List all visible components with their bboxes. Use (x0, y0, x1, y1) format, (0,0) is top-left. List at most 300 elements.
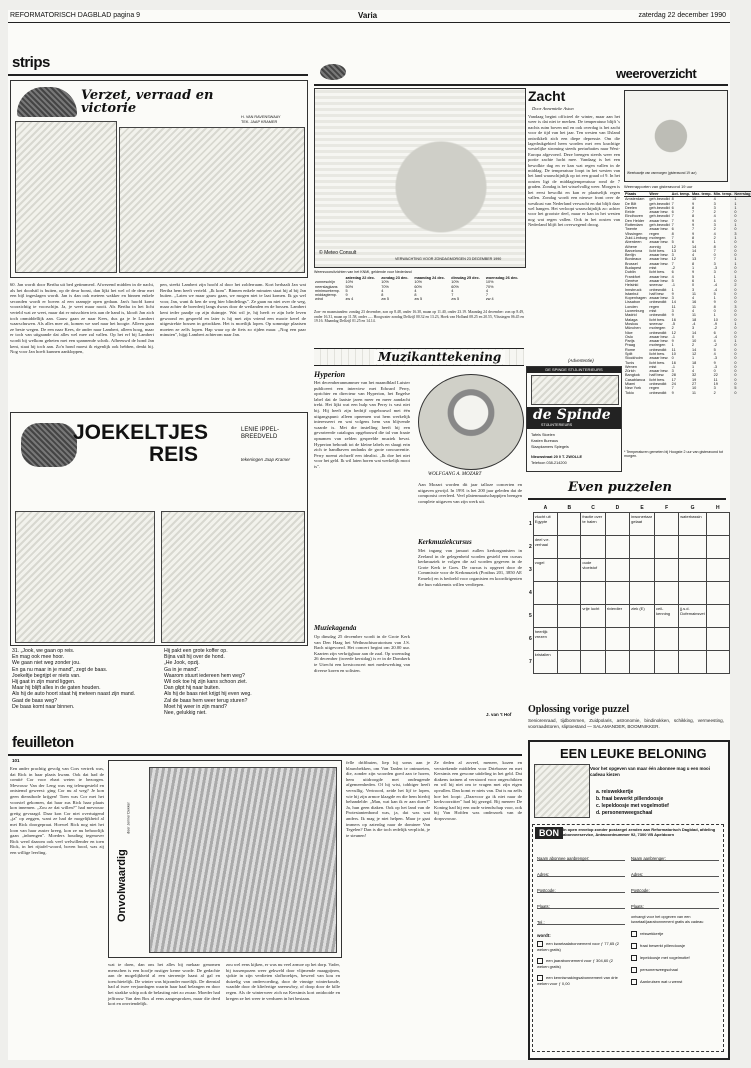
table-cell: 0 (734, 351, 737, 356)
puzzle-clue-cell[interactable]: ceil-kenning (655, 605, 679, 628)
puzzle-col-label: E (640, 505, 644, 511)
table-cell: Casablanca (625, 377, 646, 382)
inset-caption: Weerkaartje van vanmorgen (gisteravond 19 uur) (627, 171, 697, 175)
table-cell: 3 (671, 296, 674, 301)
comic-panel-1 (15, 121, 117, 273)
feuilleton-col-4: felle driftbuien, liep hij soms aan je blauwbekken, om Van Tanlen te ontmoeten, die, zonder zijn woorden goed aan te horen, hem uitdroogde met ondeugende afgemeenheden. Of hij wist, tobbiger heeft vervullig. Vertroord, zeide het lijf te lopen, wie hij zijn armoe klaagde en die hem hierbij behandelde: „Man, wat kan ik er aan doen?" Ja, hun geen diaken. Ook op het land van de Protestantenbond was, ja, dat was wat anders. Ik mag je niet helpen. Maar je gaat immers op zaterdag naar de dominee Van Tegelen? Dan is die toch redelijk verplicht, je te steunen! (346, 760, 430, 838)
table-cell: 0 (734, 334, 737, 339)
table-cell: 0 (734, 218, 737, 223)
table-cell: 10 (692, 197, 697, 202)
table-cell: 4 (713, 351, 716, 356)
checkbox[interactable] (631, 943, 637, 949)
puzzle-cell[interactable] (558, 605, 581, 628)
joke-poem-right: Hij pakt een grote koffer op. Bijna valt hij over de hond. „He Jook, opzij. Ga in je mand". Waarom stuurt iedereen hem weg? Wil ook toe hij zijn kans schoon ziet. Dan glipt hij naar buiten. Als hij de baas niet krijgt hij even weg. Zal de baas hem weer terug sturen? Moet hij weer in zijn mand? Nee, gelukkig niet. (164, 648, 252, 717)
puzzle-cell[interactable] (706, 628, 729, 651)
puzzle-row-label: 5 (529, 613, 532, 619)
table-cell: Tunis (625, 360, 635, 365)
puzzle-cell[interactable] (630, 651, 655, 674)
table-cell: 12 (671, 330, 676, 335)
table-cell: 14 (692, 244, 697, 249)
table-cell: 0 (734, 330, 737, 335)
music-head-2: Muziekagenda (314, 624, 357, 632)
table-cell: 6 (671, 205, 674, 210)
table-cell: licht bew. (649, 377, 665, 382)
form-field (631, 895, 719, 909)
table-cell: 0 (734, 227, 737, 232)
table-cell: De Bilt (625, 201, 637, 206)
bon-options-left (537, 941, 625, 992)
table-header: Weer (648, 192, 670, 197)
table-cell: mist (649, 266, 657, 271)
checkbox[interactable] (631, 967, 637, 973)
puzzle-clue-cell[interactable]: inwonertaar gelaat (630, 513, 655, 536)
table-cell: 3 (671, 309, 674, 314)
puzzle-cell[interactable] (605, 536, 629, 559)
table-cell: 3 (734, 304, 737, 309)
puzzle-clue-cell[interactable]: vogel (533, 559, 557, 582)
table-cell: New York (625, 386, 642, 391)
puzzle-col-label: B (567, 505, 572, 511)
table-header: Max. temp. (692, 192, 712, 196)
table-cell: 7 (671, 386, 674, 391)
puzzle-col-label: A (543, 505, 548, 511)
table-cell: 9 (671, 339, 674, 344)
puzzle-cell[interactable] (581, 651, 605, 674)
form-option[interactable] (631, 979, 719, 985)
puzzle-cell[interactable] (558, 651, 581, 674)
gift-item: b. fraai bewerkt pillendoosje (596, 796, 664, 802)
table-cell: 0 (734, 317, 737, 322)
puzzle-cell[interactable] (630, 628, 655, 651)
forecast-value: 10% (414, 280, 422, 285)
forecast-day: zaterdag 22 dec. (345, 276, 376, 280)
table-cell: 6 (671, 270, 674, 275)
table-cell: geh.bewolkt (649, 223, 670, 228)
table-cell: onbewolkt (649, 390, 667, 395)
strip-story-right: pen, steekt Lambert zijn hoofd al door het zolderraam. Kort herhaalt Jan wat Bertha hem heeft verteld. „Ik kom". Binnen enkele minuten staat hij al bij Jan buiten. „Laten we maar gauw gaan, we mogen niet te laat komen. Ik ga wel voor, Jan, want ik ken de weg hier blindelings". Ze gaan nu niet over de weg, maar achter de boerderij langs dwars door de weilanden en de bossen. Lambert kent ieder paadje op zijn duimpje. Wat wil je, hij heeft er zijn hele leven gewoond en gespeeld en later is hij met zijn vriend een mooie kerel de uitgestrekte bossen in getrokken. Het is moeilijk lopen. Op sommige plaatsen moeten ze zelfs lopen. Hap waar op de fiets zo rijden maar. „Nog een paar minuten", hijgt Lambert achterom naar Jan. (160, 282, 306, 338)
bon-right-fields (631, 847, 719, 911)
table-cell: 0 (734, 326, 737, 331)
table-cell: 0 (734, 356, 737, 361)
table-cell: 18 (692, 317, 697, 322)
puzzle-cell[interactable] (679, 582, 706, 605)
table-cell: Eindhoven (625, 214, 643, 219)
joke-title-1: JOEKELTJES (73, 421, 208, 444)
puzzle-cell[interactable] (655, 513, 679, 536)
table-cell: 10 (692, 386, 697, 391)
puzzle-cell[interactable] (679, 559, 706, 582)
table-cell: 7 (671, 214, 674, 219)
forecast-label: minimumtemp. (315, 288, 340, 293)
table-cell: 1 (734, 339, 737, 344)
forecast-value: 10% (381, 280, 389, 285)
music-head-3: Kerkmuziekcursus (418, 538, 472, 546)
joke-poem-left: 31. „Jook, we gaan op reis. En mag ook mee hoor. We gaan niet weg zonder jou. En ga nu maar in je mand", zegt de baas. Joekeltje begrijpt er niets van. Hij gaat in zijn mand liggen. Maar hij blijft alles in de gaten houden. Als hij de auto hoort staat hij meteen naast zijn mand. Gaat de baas weg? De baas komt naar binnen. (12, 648, 136, 710)
puzzle-cell[interactable] (581, 582, 605, 605)
checkbox[interactable] (631, 979, 637, 985)
table-cell: half bew. (649, 291, 665, 296)
table-cell: Luxemburg (625, 309, 644, 314)
table-cell: 0 (734, 369, 737, 374)
table-cell: Dublin (625, 270, 636, 275)
table-cell: 5 (713, 347, 716, 352)
table-cell: 3 (671, 369, 674, 374)
table-header: Plaats (624, 192, 648, 197)
table-cell: 9 (713, 360, 716, 365)
weather-headline: Zacht (528, 88, 566, 104)
puzzle-cell[interactable] (706, 513, 729, 536)
forecast-value: zw 5 (451, 297, 460, 302)
form-field (631, 847, 719, 861)
table-cell: 7 (671, 201, 674, 206)
forecast-value: zw 4 (485, 297, 494, 302)
forecast-value: 4 (451, 288, 454, 293)
table-cell: mist (649, 309, 657, 314)
table-cell: 8 (671, 197, 674, 202)
strip-story-left: 60. Jan wordt door Bertha uit bed getimmerd. Afwezend midden in de nacht, als het doodstil is buiten, op de deur bonst, dan lijkt het wel of de deur met een bijl ingeslagen wordt. Jan is dan ook meteen wakker en binnen enkele seconden wordt er boven al een raampje open gedaan. Jan's hoofd komt voorzichtig te voorschijn. Ja, je weet maar nooit. Als Bertha in het licht verteld wat ze weet, maar dat er misschien iets aan de hand is, klooft Jan zich toch onmiddellijk aan. Gauw gaan ze naar Kees, dus ga je le Lambert waarschuwen. Als alles mee zit, komen we snel naar het hoogte. Alleen gaan ze beste wegen. De een naar Kees, de ander naar Lambert, alleen hoog, maar er toch van uitgaande dat alles wel mee zal vallen. Op het erf bij Lambert wordt bij welkom geheten met een spannende schrik. Afheeuwd de hond Jan kent, staat hij toch aan. Zo'n hond moest ik eigenlijk ook hebben, denkt hij. Nog voor Jan hoeft kunnen aankloppen, (10, 282, 154, 355)
table-cell: 7 (671, 223, 674, 228)
forecast-day: maandag 24 dec. (414, 276, 445, 280)
table-cell: 11 (671, 304, 676, 309)
puzzle-cell[interactable] (679, 628, 706, 651)
spinde-bullet: Kasten Bureaus (531, 439, 559, 443)
puzzle-clue-cell[interactable]: vrije lucht (581, 605, 605, 628)
table-cell: 1 (734, 261, 737, 266)
puzzle-cell[interactable] (605, 651, 629, 674)
puzzle-row-label: 2 (529, 544, 532, 550)
table-cell: -3 (713, 266, 718, 271)
table-cell: Den Helder (625, 218, 645, 223)
table-cell: 8 (692, 235, 695, 240)
table-cell: 1 (692, 364, 695, 369)
table-cell: 0 (734, 244, 737, 249)
table-cell: 3 (692, 326, 695, 331)
mozart-caption: WOLFGANG A. MOZART (428, 472, 482, 477)
table-cell: licht bew. (649, 317, 665, 322)
table-cell: 0 (734, 390, 737, 395)
puzzle-cell[interactable] (655, 628, 679, 651)
puzzle-clue-cell[interactable]: waterbassin (679, 513, 706, 536)
mozart-portrait (418, 374, 524, 470)
spinde-ad-tag: (Advertentie) (568, 358, 594, 363)
comic-title: Verzet, verraad en victorie (81, 88, 214, 116)
table-cell: onbewolkt (649, 313, 667, 318)
table-cell: 16 (671, 360, 676, 365)
table-cell: 10 (671, 351, 676, 356)
table-cell: Zürich (625, 369, 636, 374)
table-cell: Barcelona (625, 248, 643, 253)
forecast-day: dinsdag 25 dec. (451, 276, 480, 280)
checkbox[interactable] (631, 955, 637, 961)
puzzle-cell[interactable] (655, 651, 679, 674)
puzzle-cell[interactable] (558, 536, 581, 559)
puzzle-cell[interactable] (605, 559, 629, 582)
form-option[interactable] (631, 955, 719, 961)
table-cell: 5 (692, 274, 695, 279)
puzzle-cell[interactable] (558, 582, 581, 605)
table-cell: onbewolkt (649, 330, 667, 335)
table-cell: -3 (713, 364, 718, 369)
strips-heading: strips (12, 54, 50, 71)
table-cell: 9 (713, 300, 716, 305)
table-cell: -2 (713, 343, 718, 348)
table-cell: sneeuw (649, 283, 663, 288)
puzzle-cell[interactable] (655, 582, 679, 605)
table-cell: 4 (713, 339, 716, 344)
table-cell: 14 (671, 300, 676, 305)
form-option[interactable] (537, 958, 625, 969)
table-cell: 7 (671, 261, 674, 266)
table-cell: -1 (671, 334, 676, 339)
puzzle-cell[interactable] (605, 513, 629, 536)
forecast-value: 4 (381, 288, 384, 293)
table-cell: Berlijn (625, 253, 636, 258)
table-cell: Brussel (625, 261, 638, 266)
table-cell: 28 (671, 373, 676, 378)
puzzle-cell[interactable] (679, 536, 706, 559)
table-cell: geh.bewolkt (649, 197, 670, 202)
strips-rule (8, 74, 308, 76)
puzzle-cell[interactable] (558, 559, 581, 582)
table-cell: 0 (713, 253, 716, 258)
table-cell: Budapest (625, 266, 642, 271)
table-cell: regen (649, 386, 660, 391)
table-cell: 1 (734, 235, 737, 240)
puzzle-clue-cell[interactable]: heerlijk vrezen (533, 628, 557, 651)
puzzle-cell[interactable] (630, 536, 655, 559)
table-cell: Kopenhagen (625, 296, 647, 301)
table-cell: Aberdeen (625, 240, 642, 245)
table-cell: Vlissingen (625, 231, 643, 236)
table-cell: geh.bewolkt (649, 201, 670, 206)
table-cell: licht bew. (649, 351, 665, 356)
feuilleton-title: Onvolwaardig (116, 849, 128, 922)
table-cell: onbewolkt (649, 347, 667, 352)
table-cell: -5 (671, 321, 676, 326)
puzzle-cell[interactable] (581, 536, 605, 559)
table-cell: -4 (713, 287, 718, 292)
sun-icon (320, 64, 346, 80)
comic-panel-2 (119, 127, 305, 273)
table-cell: 0 (692, 283, 695, 288)
puzzle-grid (528, 504, 730, 674)
puzzle-cell[interactable] (605, 582, 629, 605)
table-cell: 0 (734, 296, 737, 301)
puzzle-cell[interactable] (533, 582, 557, 605)
table-cell: 6 (671, 227, 674, 232)
form-option[interactable] (631, 943, 719, 949)
joke-author: LENIE IPPEL-BREEDVELD (241, 427, 280, 440)
table-cell: 14 (692, 347, 697, 352)
table-cell: half bew. (649, 373, 665, 378)
puzzle-cell[interactable] (706, 536, 729, 559)
puzzle-row-label: 6 (529, 636, 532, 642)
table-cell: 0 (734, 360, 737, 365)
table-cell: 6 (692, 240, 695, 245)
puzzle-clue-cell[interactable]: jj.s.d. Dofemainsvet (679, 605, 706, 628)
form-option[interactable] (631, 967, 719, 973)
forecast-value: 4 (485, 288, 488, 293)
gift-item: c. lepeldoosje met vogelmotief (596, 803, 669, 809)
feuilleton-col-5: Ze deden al zoveel, meneer, kozen en verstrekende middelen voor Drieboeze en met Kerstmis een gewone uitdeling in het geld. Dat diakens trainen al verstoord voor ongeschikten en wil hij niet om te vragen met zijn eigen opvallen. Dan komt er niets van. Dat is nu zelfs hoe het loopt: „Daarvoor ga ik niet naar de kerkvoorzitter" had hij gezegd. Bij meneer De Koning had hij een oude vriendschap voor, ook bij Van Hofden was onderzoek van de dorpsvrouw. (434, 760, 522, 821)
weather-body: Vandaag begint officieel de winter, maar aan het weer is dat niet te merken. De temperatuur blijft 's nachts ruim boven nul en ook overdag is het zacht voor de tijd van het jaar. Ten westen van IJsland ontwikkelt zich een diepe depressie. Om die lagedrukgebied heen worden met een krachtige westelijke stroming steeds perturbaties naar West-Europa afgevoerd. Deze brengen steeds weer een portie zachte lucht mee. Vandaag is het een bewolkte dag en er kan wat regen vallen in de middag. De temperatuur loopt in het westen van het land waarschijnlijk op tot een graad of 9. In het oosten ligt de middagtemperatuur rond de 7 graden. Zondag is het wisselvallig weer. Morgen is het eerst bewolkt en kan er plaatselijk regen vallen. Zondag wordt een nieuwe front over de westkust van Nederland verwacht en dat blijft daar wel hangen. Het verloopt waarschijnlijk zo: achter voor het grootste deel, maar er kan in het westen nog wat regen vallen. Ook in het oosten van Nederland blijft het overwegend droog. (528, 114, 620, 228)
table-cell: -1 (671, 364, 676, 369)
table-cell: motregen (649, 235, 666, 240)
table-cell: 0 (734, 309, 737, 314)
table-cell: 14 (692, 330, 697, 335)
feuilleton-col-1: Een ander prachtig gevolg van Cors vertrek was, dat Rick in haar plaats kwam. Ook dat had de comité Cor voor ebart weten te bezorgen. Mevrouw Van der Leng was erg teleurgesteld en ontstemd geweest: ging Cor nu al weg? Je kon geen dienstbode krijgen! Toen was Cor met het voorstel gekomen, dat haar zus Rick haar plaats kon innemen. „Zou ze dat willen?" had mevrouw gretig gevraagd. Daar kon Cor niet overtuigend „ja" op zeggen, want ze had de mogelijkheid al met Rick doorgepraat. Hoewel Rick nog niet het loon van haar zuster kreeg, kon ze nu behoorlijk gaan „inbrengen". Moeders houding tegenover Rick werd daarom ook veel welwillender en toen Rick, in het rijtafel-woord, boven bood, was zij een willige leerling. (10, 766, 104, 855)
table-cell: 1 (734, 257, 737, 262)
form-option[interactable] (631, 931, 719, 937)
table-cell: 3 (713, 205, 716, 210)
table-cell: 18 (692, 360, 697, 365)
table-cell: zwaar bew. (649, 218, 669, 223)
table-cell: 9 (692, 218, 695, 223)
table-cell: Oslo (625, 334, 633, 339)
puzzle-cell[interactable] (630, 559, 655, 582)
gift-item: a. reiswekkertje (596, 789, 634, 795)
form-field-label: Adres: (537, 872, 550, 877)
table-cell: 11 (713, 377, 718, 382)
table-cell: 7 (671, 218, 674, 223)
puzzle-cell[interactable] (533, 605, 557, 628)
table-cell: 3 (734, 231, 737, 236)
table-cell: 4 (692, 296, 695, 301)
table-cell: regen (649, 304, 660, 309)
puzzle-clue-cell[interactable]: rivierdier (605, 605, 629, 628)
table-cell: 2 (713, 235, 716, 240)
form-option[interactable] (537, 975, 625, 986)
forecast-value: 10% (485, 280, 494, 285)
table-cell: 24 (671, 382, 676, 387)
puzzle-col-label: G (690, 505, 695, 511)
option-label: fraai bewerkt pillendoosje (640, 943, 686, 949)
puzzle-cell[interactable] (706, 651, 729, 674)
table-cell: 11 (692, 291, 696, 296)
puzzle-cell[interactable] (679, 651, 706, 674)
form-field (631, 879, 719, 893)
table-cell: 1 (671, 343, 674, 348)
form-field-label: Naam aanbrenger: (631, 856, 666, 861)
table-cell: Nice (625, 330, 633, 335)
puzzle-clue-cell[interactable]: ziek (E) (630, 605, 655, 628)
puzzle-clue-cell[interactable]: kristalien (533, 651, 557, 674)
table-cell: -3 (713, 356, 718, 361)
table-cell: Rome (625, 347, 636, 352)
table-cell: 1 (734, 321, 737, 326)
table-cell: Wenen (625, 364, 637, 369)
table-cell: Deelen (625, 205, 638, 210)
comic-joekeltjes (10, 412, 308, 646)
table-cell: Zuid-Limburg (625, 235, 648, 240)
forecast-label: wind (315, 297, 323, 302)
form-option[interactable] (537, 941, 625, 952)
music-body-3: Aan Mozart worden dit jaar talloze concerten en uitgaven gewijd. In 1991 is het 200 jaar geleden dat de componist overleed. Veel platenmaatschappijen brengen complete uitgaven van zijn werk uit. (418, 482, 522, 504)
form-field (537, 847, 625, 861)
spinde-ad (526, 366, 622, 472)
gift-item: d. personenweegschaal (596, 810, 653, 816)
table-cell: 9 (692, 231, 695, 236)
table-cell: 6 (671, 210, 674, 215)
table-cell: 1 (713, 313, 716, 318)
puzzle-clue-cell[interactable]: deel v.e. verhaal (533, 536, 557, 559)
table-cell: Istanbul (625, 291, 639, 296)
forecast-value: 7 (485, 293, 488, 298)
forecast-value: 8 (414, 293, 417, 298)
forecast-label: middagtemp. (315, 293, 337, 298)
table-cell: -1 (671, 283, 676, 288)
gifts-photo (534, 764, 590, 818)
bon-left-fields (537, 847, 625, 927)
table-cell: 10 (692, 339, 697, 344)
puzzle-cell[interactable] (630, 582, 655, 605)
puzzle-cell[interactable] (558, 513, 581, 536)
puzzle-cell[interactable] (558, 628, 581, 651)
checkbox[interactable] (631, 931, 637, 937)
joke-panel-1 (15, 511, 155, 643)
table-cell: 0 (734, 291, 737, 296)
forecast-row (314, 297, 524, 301)
table-cell: 3 (671, 253, 674, 258)
table-cell: 6 (713, 330, 716, 335)
table-cell: zonnig (649, 244, 661, 249)
bon-label: BON (535, 827, 563, 839)
table-cell: 1 (671, 287, 674, 292)
puzzle-cell[interactable] (655, 536, 679, 559)
puzzle-col-label: H (716, 505, 720, 511)
table-cell: Genève (625, 278, 639, 283)
puzzle-cell[interactable] (706, 559, 729, 582)
table-cell: regen (649, 231, 660, 236)
spinde-address: Nieuwstraat 20 0 T. ZWOLLE (531, 455, 583, 459)
form-field-label: Postcode: (631, 888, 650, 893)
table-header: Act. temp. (671, 192, 690, 196)
puzzle-cell[interactable] (581, 628, 605, 651)
table-cell: 2 (713, 210, 716, 215)
table-cell: 8 (692, 261, 695, 266)
puzzle-clue-cell[interactable]: fractie over te halen (581, 513, 605, 536)
sun-moon-info: Zon- en maanstanden: zondag 23 december, zon op 8.48, onder 16.30, maan op 11.40, onder 23.19. Maandag 24 december: zon op 8.49, onder 16.31, maan op 11.58, onder —. Hoogwater zondag Delfzijl 00.32 en 13.23, Hoek van Holland 08.25 en 20.55, Vlissingen 06.45 en 19.16. Maandag Delfzijl 01.25 en 14.14. (314, 310, 524, 324)
form-field (537, 895, 625, 909)
table-cell: Bangkok (625, 373, 640, 378)
form-field-label: Postcode: (537, 888, 556, 893)
forecast-label: zonneschijn (315, 280, 336, 285)
puzzle-cell[interactable] (655, 559, 679, 582)
table-cell: 8 (713, 244, 716, 249)
puzzle-clue-cell[interactable]: vlucht uit Egypte (533, 513, 557, 536)
weather-inset-map (624, 90, 728, 182)
table-cell: 1 (713, 240, 716, 245)
table-cell: 11 (671, 347, 676, 352)
music-body-2: Op dinsdag 25 december wordt in de Grote Kerk van Den Haag het Weihnachtsoratorium van J.S. Bach uitgevoerd. Het concert begint om 20.00 uur. Kaarten zijn verkrijgbaar aan de zaal. Op woensdag 26 december (tweede kerstdag) is er in de Domkerk te Utrecht een kerstconcert met medewerking van diverse koren en solisten. (314, 634, 410, 673)
forecast-value: 70% (381, 284, 389, 289)
music-heading: Muzikanttekening (374, 350, 505, 364)
table-cell: Twente (625, 227, 638, 232)
table-cell: -2 (713, 326, 718, 331)
puzzle-col-label: D (615, 505, 620, 511)
puzzle-cell[interactable] (706, 582, 729, 605)
table-cell: 0 (734, 287, 737, 292)
puzzle-cell[interactable] (706, 605, 729, 628)
table-cell: geh.bewolkt (649, 214, 670, 219)
table-cell: 7 (692, 227, 695, 232)
table-cell: zwaar bew. (649, 296, 669, 301)
spinde-bullet: Slaapkamers Spiegels (531, 445, 569, 449)
puzzle-cell[interactable] (605, 628, 629, 651)
puzzle-clue-cell[interactable]: oude vloeistof (581, 559, 605, 582)
table-cell: geh.bewolkt (649, 205, 670, 210)
table-cell: licht bew. (649, 248, 665, 253)
